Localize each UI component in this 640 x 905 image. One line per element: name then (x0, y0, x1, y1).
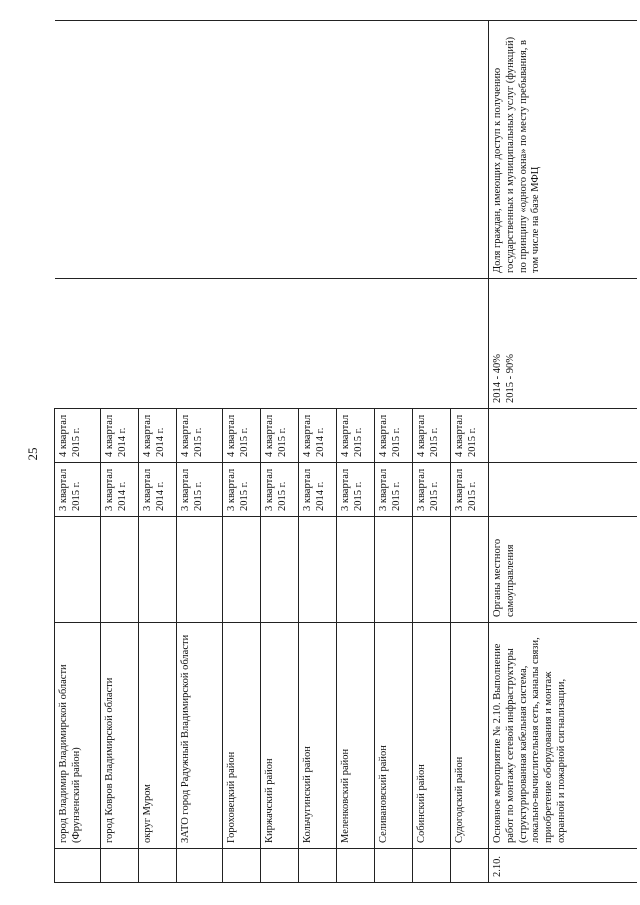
executor-cell-empty (139, 517, 177, 623)
end-quarter: 4 квартал 2015 г. (451, 409, 489, 463)
table-row (55, 21, 101, 883)
end-quarter: 4 квартал 2015 г. (261, 409, 299, 463)
number-cell-empty (223, 849, 261, 883)
number-cell-empty (413, 849, 451, 883)
start-quarter: 3 квартал 2014 г. (139, 463, 177, 517)
start-quarter-empty (489, 463, 637, 517)
number-cell-empty (375, 849, 413, 883)
start-quarter: 3 квартал 2015 г. (413, 463, 451, 517)
municipality-name: Собинский район (413, 623, 451, 849)
end-quarter: 4 квартал 2015 г. (177, 409, 223, 463)
executor-cell-empty (55, 517, 101, 623)
municipality-name: город Владимир Владимирской области (Фрунзенский район) (55, 623, 101, 849)
executor-cell-empty (299, 517, 337, 623)
executor-cell-empty (413, 517, 451, 623)
start-quarter: 3 квартал 2015 г. (261, 463, 299, 517)
start-quarter: 3 квартал 2015 г. (55, 463, 101, 517)
end-quarter: 4 квартал 2015 г. (337, 409, 375, 463)
start-quarter: 3 квартал 2014 г. (101, 463, 139, 517)
number-cell-empty (261, 849, 299, 883)
start-quarter: 3 квартал 2015 г. (223, 463, 261, 517)
municipality-name: Гороховецкий район (223, 623, 261, 849)
municipality-name: Киржачский район (261, 623, 299, 849)
target-values-cell-empty (55, 279, 489, 409)
number-cell-empty (55, 849, 101, 883)
municipality-name: Судогодский район (451, 623, 489, 849)
indicator-cell-empty (55, 21, 489, 279)
executor: Органы местного самоуправления (489, 517, 637, 623)
row-number: 2.10. (489, 849, 637, 883)
executor-cell-empty (177, 517, 223, 623)
municipality-name: Меленковский район (337, 623, 375, 849)
number-cell-empty (101, 849, 139, 883)
number-cell-empty (337, 849, 375, 883)
number-cell-empty (451, 849, 489, 883)
end-quarter: 4 квартал 2015 г. (223, 409, 261, 463)
start-quarter: 3 квартал 2015 г. (451, 463, 489, 517)
start-quarter: 3 квартал 2014 г. (299, 463, 337, 517)
municipality-name: округ Муром (139, 623, 177, 849)
end-quarter: 4 квартал 2015 г. (55, 409, 101, 463)
executor-cell-empty (101, 517, 139, 623)
executor-cell-empty (261, 517, 299, 623)
number-cell-empty (177, 849, 223, 883)
target-values: 2014 - 40% 2015 - 90% (489, 279, 637, 409)
end-quarter: 4 квартал 2015 г. (413, 409, 451, 463)
measures-table (54, 20, 637, 883)
end-quarter: 4 квартал 2014 г. (101, 409, 139, 463)
document-table-rotated (54, 21, 629, 883)
municipality-name: Селивановский район (375, 623, 413, 849)
measure-description: Основное мероприятие № 2.10. Выполнение работ по монтажу сетевой инфраструктуры (структурированная кабельная система, локально-вычислительная сеть, каналы связи, приобретение оборудования и монтаж охранной и пожарной сигнализации, (489, 623, 637, 849)
end-quarter: 4 квартал 2014 г. (299, 409, 337, 463)
municipality-name: ЗАТО город Радужный Владимирской области (177, 623, 223, 849)
municipality-name: Кольчугинский район (299, 623, 337, 849)
municipality-name: город Ковров Владимирской области (101, 623, 139, 849)
page-number: 25 (25, 447, 40, 461)
indicator-description: Доля граждан, имеющих доступ к получению государственных и муниципальных услуг (функций) по принципу «одного окна» по месту пребывания, в том числе на базе МФЦ (489, 21, 637, 279)
start-quarter: 3 квартал 2015 г. (337, 463, 375, 517)
end-quarter: 4 квартал 2015 г. (375, 409, 413, 463)
number-cell-empty (139, 849, 177, 883)
table-row-measure-2-10 (489, 21, 637, 883)
number-cell-empty (299, 849, 337, 883)
executor-cell-empty (223, 517, 261, 623)
end-quarter-empty (489, 409, 637, 463)
executor-cell-empty (375, 517, 413, 623)
executor-cell-empty (451, 517, 489, 623)
start-quarter: 3 квартал 2015 г. (375, 463, 413, 517)
start-quarter: 3 квартал 2015 г. (177, 463, 223, 517)
executor-cell-empty (337, 517, 375, 623)
end-quarter: 4 квартал 2014 г. (139, 409, 177, 463)
